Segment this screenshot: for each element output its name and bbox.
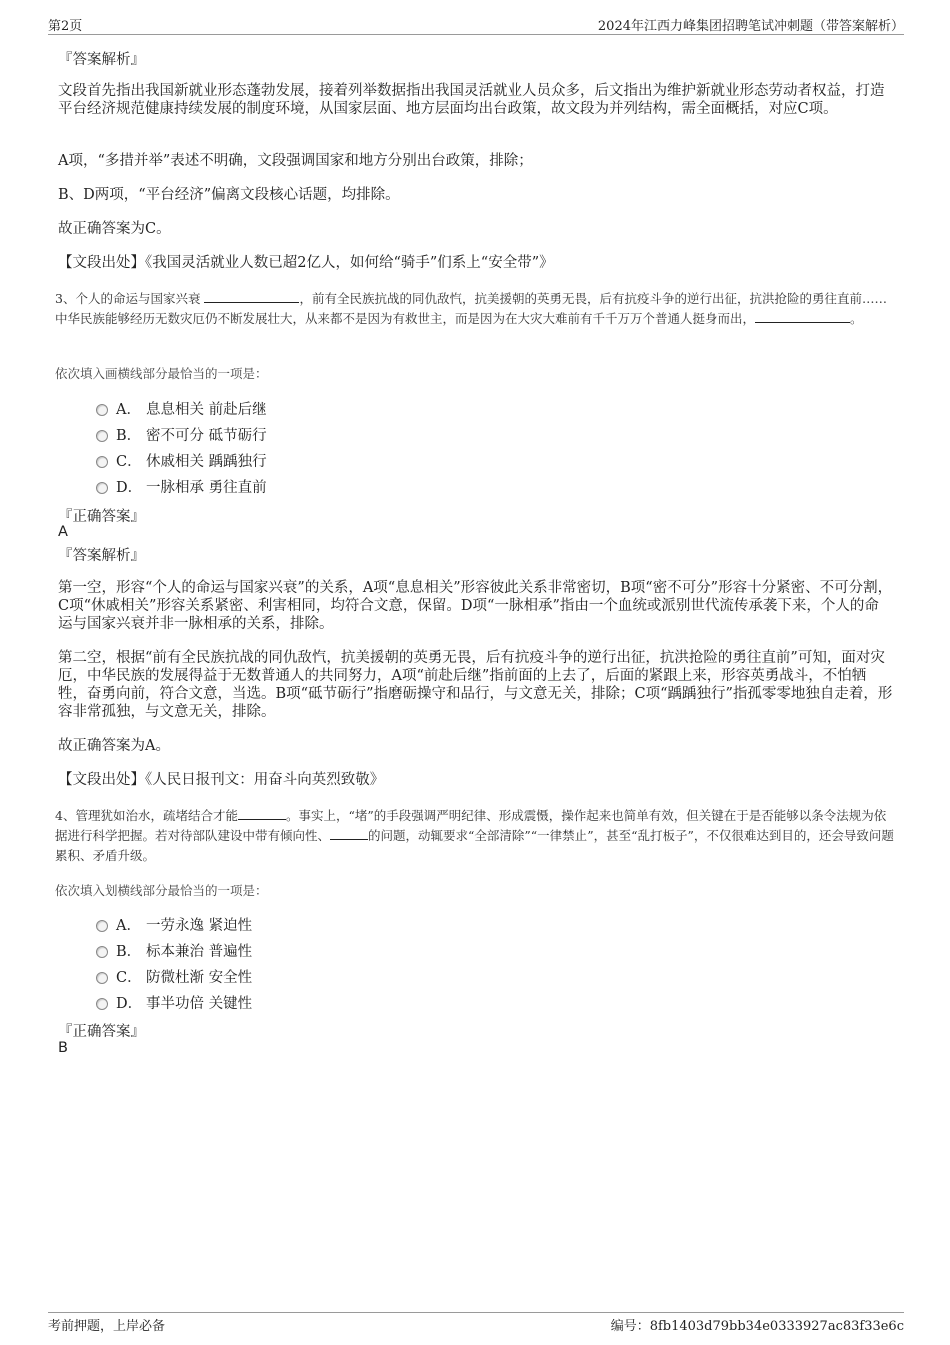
source-citation: 【文段出处】《我国灵活就业人数已超2亿人，如何给“骑手”们系上“安全带”》 <box>58 255 554 271</box>
answer-statement: 故正确答案为C。 <box>58 221 171 237</box>
radio-icon[interactable] <box>96 998 108 1010</box>
radio-icon[interactable] <box>96 430 108 442</box>
question-instruction: 依次填入画横线部分最恰当的一项是： <box>55 366 268 381</box>
analysis-paragraph: A项，“多措并举”表述不明确，文段强调国家和地方分别出台政策，排除； <box>58 153 533 169</box>
radio-icon[interactable] <box>96 972 108 984</box>
option-c[interactable]: C． 休戚相关 踽踽独行 <box>96 450 267 470</box>
fill-blank <box>330 827 368 840</box>
option-a[interactable]: A． 息息相关 前赴后继 <box>96 398 267 418</box>
radio-icon[interactable] <box>96 456 108 468</box>
radio-icon[interactable] <box>96 946 108 958</box>
fill-blank <box>238 807 286 820</box>
footer-slogan: 考前押题，上岸必备 <box>48 1319 166 1334</box>
page-number: 第2页 <box>48 19 83 34</box>
document-code: 编号：8fb1403d79bb34e0333927ac83f33e6c <box>610 1319 904 1334</box>
document-title: 2024年江西力峰集团招聘笔试冲刺题（带答案解析） <box>597 19 904 34</box>
option-d[interactable]: D． 事半功倍 关键性 <box>96 992 252 1012</box>
question-instruction: 依次填入划横线部分最恰当的一项是： <box>55 883 268 898</box>
correct-answer: A <box>58 524 68 540</box>
analysis-label: 『答案解析』 <box>58 52 145 68</box>
radio-icon[interactable] <box>96 404 108 416</box>
page-footer <box>48 1312 904 1337</box>
option-a[interactable]: A． 一劳永逸 紧迫性 <box>96 914 252 934</box>
page-header <box>48 14 904 35</box>
correct-answer: B <box>58 1040 68 1056</box>
source-citation: 【文段出处】《人民日报刊文：用奋斗向英烈致敬》 <box>58 772 385 788</box>
fill-blank <box>755 310 850 323</box>
option-b[interactable]: B． 标本兼治 普遍性 <box>96 940 252 960</box>
answer-statement: 故正确答案为A。 <box>58 738 170 754</box>
analysis-label: 『答案解析』 <box>58 548 145 564</box>
analysis-paragraph: B、D两项，“平台经济”偏离文段核心话题，均排除。 <box>58 187 400 203</box>
question-stem: 3、个人的命运与国家兴衰 ，前有全民族抗战的同仇敌忾，抗美援朝的英勇无畏，后有抗疫斗争的逆行出征，抗洪抢险的勇往直前……中华民族能够经历无数灾厄仍不断发展壮大，从来都不是因为有救世主，而是因为在大灾大难前有千千万万个普通人挺身而出， 。 <box>55 291 887 326</box>
option-c[interactable]: C． 防微杜渐 安全性 <box>96 966 252 986</box>
correct-answer-label: 『正确答案』 <box>58 509 145 525</box>
radio-icon[interactable] <box>96 920 108 932</box>
analysis-paragraph: 第二空，根据“前有全民族抗战的同仇敌忾，抗美援朝的英勇无畏，后有抗疫斗争的逆行出征，抗洪抢险的勇往直前”可知，面对灾厄，中华民族的发展得益于无数普通人的共同努力，A项“前赴后继”指前面的上去了，后面的紧跟上来，形容英勇战斗，不怕牺牲，奋勇向前，符合文意，当选。B项“砥节砺行”指磨砺操守和品行，与文意无关，排除；C项“踽踽独行”指孤零零地独自走着，形容非常孤独，与文意无关，排除。 <box>58 650 893 720</box>
option-b[interactable]: B． 密不可分 砥节砺行 <box>96 424 267 444</box>
question-stem: 4、管理犹如治水，疏堵结合才能 。事实上，“堵”的手段强调严明纪律、形成震慑，操作起来也简单有效，但关键在于是否能够以条令法规为依据进行科学把握。若对待部队建设中带有倾向性、 的问题，动辄要求“全部清除”“一律禁止”，甚至“乱打板子”，不仅很难达到目的，还会导致问题累积、矛盾升级。 <box>55 808 894 863</box>
radio-icon[interactable] <box>96 482 108 494</box>
analysis-paragraph: 第一空，形容“个人的命运与国家兴衰”的关系，A项“息息相关”形容彼此关系非常密切，B项“密不可分”形容十分紧密、不可分割，C项“休戚相关”形容关系紧密、利害相同，均符合文意，保留。D项“一脉相承”指由一个血统或派别世代流传承袭下来，个人的命运与国家兴衰并非一脉相承的关系，排除。 <box>58 580 893 632</box>
analysis-paragraph: 文段首先指出我国新就业形态蓬勃发展，接着列举数据指出我国灵活就业人员众多，后文指出为维护新就业形态劳动者权益，打造平台经济规范健康持续发展的制度环境，从国家层面、地方层面均出台政策，故文段为并列结构，需全面概括，对应C项。 <box>58 83 885 117</box>
correct-answer-label: 『正确答案』 <box>58 1024 145 1040</box>
option-d[interactable]: D． 一脉相承 勇往直前 <box>96 476 267 496</box>
fill-blank <box>204 290 299 303</box>
